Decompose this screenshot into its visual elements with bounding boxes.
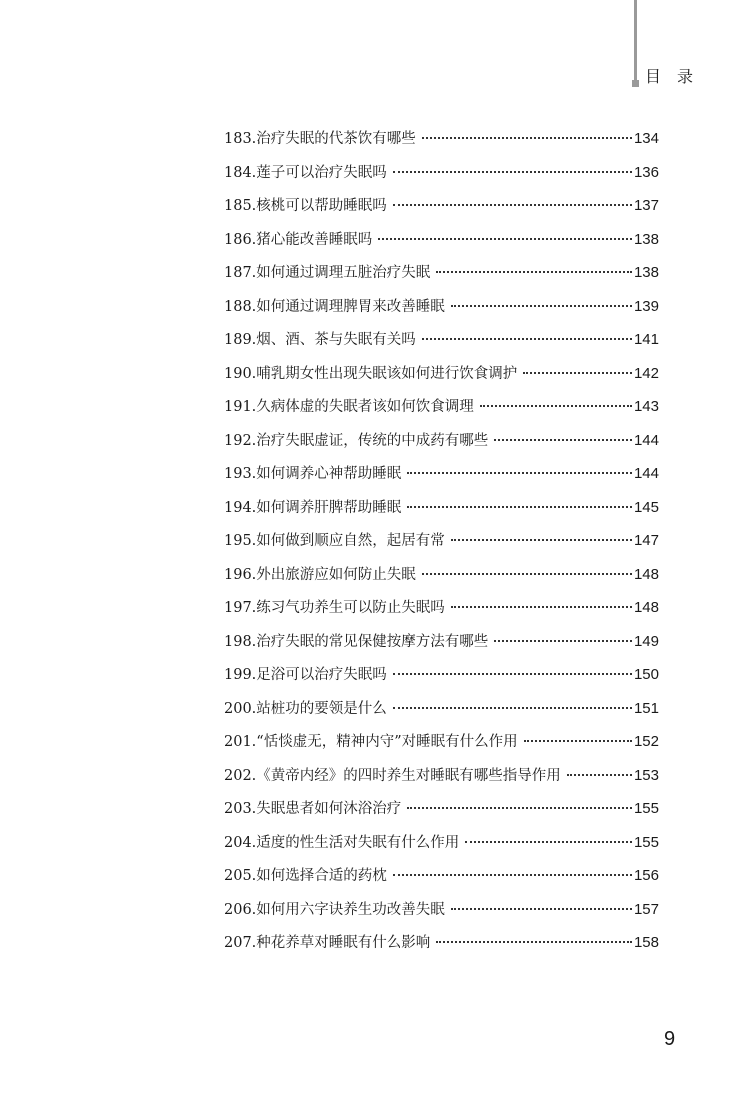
toc-entry-page: 136 — [633, 163, 659, 181]
toc-dot-leader — [407, 807, 632, 809]
toc-dot-leader — [422, 573, 632, 575]
toc-entry-page: 155 — [633, 800, 659, 817]
toc-entry-title: 核桃可以帮助睡眠吗 — [256, 198, 387, 214]
page-number: 9 — [664, 1028, 676, 1050]
toc-entry-page: 149 — [633, 632, 659, 650]
toc-entry-page: 147 — [633, 532, 659, 549]
toc-entry[interactable] — [224, 792, 659, 826]
toc-entry-title: 久病体虚的失眠者该如何饮食调理 — [256, 399, 474, 415]
toc-entry-page: 156 — [633, 867, 659, 884]
toc-dot-leader — [407, 472, 632, 474]
toc-entry-page: 144 — [633, 465, 659, 482]
toc-entry[interactable] — [224, 457, 659, 491]
toc-entry-number: 197. — [224, 600, 257, 616]
toc-entry-number: 184. — [224, 164, 257, 181]
toc-entry-number: 190. — [224, 365, 257, 382]
toc-entry-page: 153 — [633, 766, 659, 784]
toc-dot-leader — [393, 673, 632, 675]
toc-dot-leader — [393, 874, 632, 876]
toc-entry-title: 治疗失眠虚证，传统的中成药有哪些 — [256, 432, 489, 449]
toc-entry-page: 137 — [633, 197, 659, 214]
toc-entry-title: 练习气功养生可以防止失眠吗 — [256, 600, 445, 616]
toc-entry-title: 站桩功的要领是什么 — [256, 700, 387, 717]
toc-dot-leader — [524, 740, 632, 742]
toc-entry[interactable] — [224, 189, 659, 223]
toc-entry-title: 如何做到顺应自然，起居有常 — [256, 533, 445, 549]
toc-entry[interactable] — [224, 926, 659, 960]
toc-entry-number: 198. — [224, 633, 257, 650]
toc-entry-page: 138 — [633, 264, 659, 281]
toc-dot-leader — [378, 238, 632, 240]
toc-entry[interactable] — [224, 122, 659, 156]
toc-entry-number: 200. — [224, 700, 257, 717]
toc-entry[interactable] — [224, 725, 659, 759]
toc-entry[interactable] — [224, 625, 659, 659]
toc-entry-number: 194. — [224, 499, 257, 516]
toc-entry-title: 哺乳期女性出现失眠该如何进行饮食调护 — [256, 365, 518, 382]
toc-entry-number: 199. — [224, 667, 257, 683]
toc-entry-number: 201. — [224, 734, 257, 750]
toc-entry-page: 157 — [633, 900, 659, 918]
toc-entry[interactable] — [224, 859, 659, 893]
toc-entry-title: 如何调养肝脾帮助睡眠 — [256, 499, 402, 516]
toc-entry-title: 烟、酒、茶与失眠有关吗 — [256, 332, 416, 348]
toc-dot-leader — [393, 171, 632, 173]
toc-entry[interactable] — [224, 357, 659, 391]
toc-entry-page: 141 — [633, 331, 659, 348]
toc-entry-title: 如何用六字诀养生功改善失眠 — [256, 901, 445, 918]
toc-entry-title: 莲子可以治疗失眠吗 — [256, 164, 387, 181]
toc-entry-page: 139 — [633, 297, 659, 315]
toc-entry-title: 如何通过调理五脏治疗失眠 — [256, 265, 431, 281]
toc-entry-title: 如何选择合适的药枕 — [256, 868, 387, 884]
toc-entry-title: 猪心能改善睡眠吗 — [256, 231, 373, 248]
toc-entry[interactable] — [224, 156, 659, 190]
toc-entry-title: 外出旅游应如何防止失眠 — [256, 566, 416, 583]
toc-entry-title: 失眠患者如何沐浴治疗 — [256, 801, 402, 817]
toc-entry-page: 134 — [633, 130, 659, 147]
toc-entry-number: 193. — [224, 466, 257, 482]
toc-entry-page: 152 — [633, 733, 659, 750]
toc-dot-leader — [494, 439, 632, 441]
toc-entry[interactable] — [224, 223, 659, 257]
margin-rule — [634, 0, 637, 82]
toc-entry-title: 治疗失眠的代茶饮有哪些 — [256, 131, 416, 147]
toc-entry[interactable] — [224, 692, 659, 726]
toc-entry-number: 206. — [224, 901, 257, 918]
toc-entry-page: 158 — [633, 934, 659, 951]
toc-dot-leader — [523, 372, 632, 374]
toc-entry-page: 148 — [633, 565, 659, 583]
toc-entry[interactable] — [224, 323, 659, 357]
toc-dot-leader — [393, 707, 632, 709]
toc-dot-leader — [465, 841, 632, 843]
toc-dot-leader — [567, 774, 632, 776]
toc-dot-leader — [451, 908, 632, 910]
toc-entry[interactable] — [224, 424, 659, 458]
toc-entry-number: 189. — [224, 332, 257, 348]
toc-entry-title: 《黄帝内经》的四时养生对睡眠有哪些指导作用 — [256, 767, 561, 784]
toc-entry-page: 142 — [633, 364, 659, 382]
toc-entry-number: 204. — [224, 834, 257, 851]
toc-entry-number: 188. — [224, 298, 257, 315]
toc-entry-page: 151 — [633, 699, 659, 717]
toc-entry-number: 203. — [224, 801, 257, 817]
toc-entry-title: 如何调养心神帮助睡眠 — [256, 466, 402, 482]
toc-entry-page: 138 — [633, 230, 659, 248]
section-header-label: 目录 — [645, 67, 710, 86]
toc-dot-leader — [393, 204, 632, 206]
toc-entry-title: 治疗失眠的常见保健按摩方法有哪些 — [256, 633, 489, 650]
toc-entry-number: 185. — [224, 198, 257, 214]
toc-dot-leader — [451, 305, 632, 307]
toc-entry-title: 足浴可以治疗失眠吗 — [256, 667, 387, 683]
toc-dot-leader — [422, 137, 632, 139]
toc-entry-page: 143 — [633, 398, 659, 415]
toc-entry-number: 196. — [224, 566, 257, 583]
toc-entry-title: 适度的性生活对失眠有什么作用 — [256, 834, 460, 851]
toc-entry[interactable] — [224, 390, 659, 424]
toc-entry[interactable] — [224, 256, 659, 290]
toc-dot-leader — [407, 506, 632, 508]
toc-entry-number: 187. — [224, 265, 257, 281]
toc-entry-title: “恬惔虚无，精神内守”对睡眠有什么作用 — [256, 734, 518, 750]
toc-entry-number: 186. — [224, 231, 257, 248]
toc-entry[interactable] — [224, 491, 659, 525]
toc-entry-page: 144 — [633, 431, 659, 449]
toc-entry[interactable] — [224, 558, 659, 592]
toc-dot-leader — [451, 606, 632, 608]
toc-entry[interactable] — [224, 658, 659, 692]
toc-entry-number: 205. — [224, 868, 257, 884]
toc-dot-leader — [436, 271, 632, 273]
toc-entry-number: 192. — [224, 432, 257, 449]
toc-entry-number: 207. — [224, 935, 257, 951]
toc-entry-page: 155 — [633, 833, 659, 851]
toc-entry-number: 195. — [224, 533, 257, 549]
toc-dot-leader — [480, 405, 632, 407]
toc-entry[interactable] — [224, 893, 659, 927]
toc-dot-leader — [451, 539, 632, 541]
toc-entry[interactable] — [224, 591, 659, 625]
toc-entry-title: 如何通过调理脾胃来改善睡眠 — [256, 298, 445, 315]
toc-entry-number: 202. — [224, 767, 257, 784]
toc-entry-page: 148 — [633, 599, 659, 616]
toc-entry[interactable] — [224, 826, 659, 860]
table-of-contents — [224, 122, 659, 960]
toc-dot-leader — [494, 640, 632, 642]
toc-entry[interactable] — [224, 524, 659, 558]
toc-dot-leader — [422, 338, 632, 340]
toc-entry[interactable] — [224, 759, 659, 793]
toc-entry-number: 183. — [224, 131, 257, 147]
toc-entry-page: 150 — [633, 666, 659, 683]
toc-entry-title: 种花养草对睡眠有什么影响 — [256, 935, 431, 951]
toc-entry-number: 191. — [224, 399, 257, 415]
toc-entry-page: 145 — [633, 498, 659, 516]
margin-rule-marker — [632, 80, 639, 87]
toc-dot-leader — [436, 941, 632, 943]
toc-entry[interactable] — [224, 290, 659, 324]
